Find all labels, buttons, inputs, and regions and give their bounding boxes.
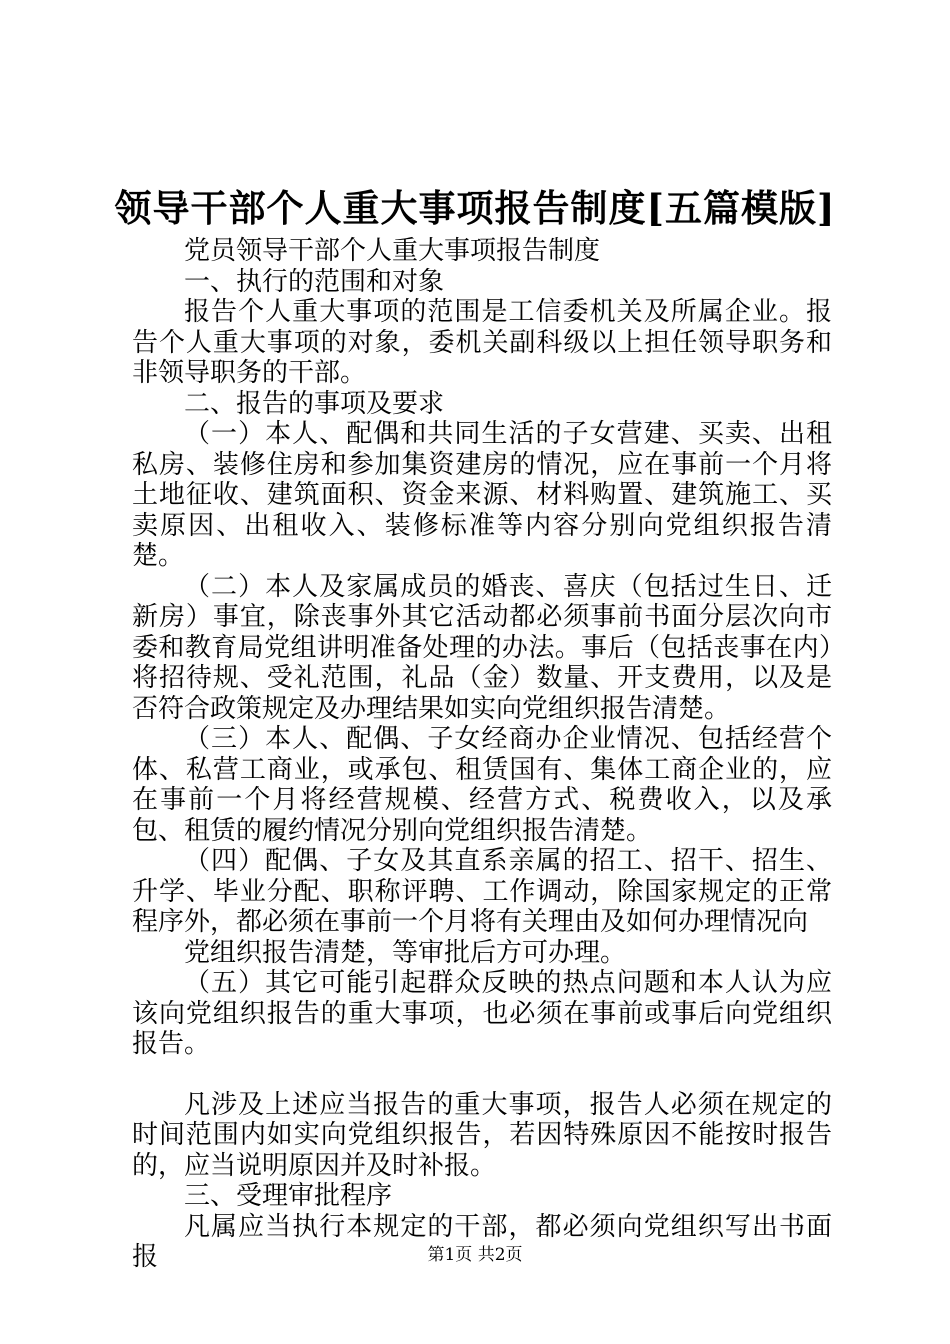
paragraph-item-4-continued: 党组织报告清楚，等审批后方可办理。 <box>184 937 627 968</box>
paragraph: 报告个人重大事项的范围是工信委机关及所属企业。报告个人重大事项的对象，委机关副科级以上担任领导职务和非领导职务的干部。 <box>132 297 832 388</box>
section-heading-3: 三、受理审批程序 <box>184 1181 393 1211</box>
paragraph-heading: 党员领导干部个人重大事项报告制度 <box>184 236 601 266</box>
section-heading-2: 二、报告的事项及要求 <box>184 388 445 419</box>
paragraph: 凡属应当执行本规定的干部，都必须向党组织写出书面报 <box>132 1211 832 1272</box>
document-body <box>132 236 832 1273</box>
page-footer: 第1页 共2页 <box>427 1245 523 1265</box>
paragraph-item-5: （五）其它可能引起群众反映的热点问题和本人认为应该向党组织报告的重大事项，也必须在事前或事后向党组织报告。 <box>132 968 832 1059</box>
section-heading-1: 一、执行的范围和对象 <box>184 266 445 297</box>
paragraph-item-2: （二）本人及家属成员的婚丧、喜庆（包括过生日、迁新房）事宜，除丧事外其它活动都必须事前书面分层次向市委和教育局党组讲明准备处理的办法。事后（包括丧事在内）将招待规、受礼范围，礼品（金）数量、开支费用，以及是否符合政策规定及办理结果如实向党组织报告清楚。 <box>132 571 832 724</box>
paragraph: 凡涉及上述应当报告的重大事项，报告人必须在规定的时间范围内如实向党组织报告，若因特殊原因不能按时报告的，应当说明原因并及时补报。 <box>132 1089 832 1181</box>
document-title: 领导干部个人重大事项报告制度[五篇模版] <box>114 186 836 230</box>
paragraph-item-3: （三）本人、配偶、子女经商办企业情况、包括经营个体、私营工商业，或承包、租赁国有、集体工商企业的，应在事前一个月将经营规模、经营方式、税费收入，以及承包、租赁的履约情况分别向党组织报告清楚。 <box>132 724 832 846</box>
paragraph-item-4: （四）配偶、子女及其直系亲属的招工、招干、招生、升学、毕业分配、职称评聘、工作调动，除国家规定的正常程序外，都必须在事前一个月将有关理由及如何办理情况向 <box>132 846 832 937</box>
paragraph-item-1: （一）本人、配偶和共同生活的子女营建、买卖、出租私房、装修住房和参加集资建房的情况，应在事前一个月将土地征收、建筑面积、资金来源、材料购置、建筑施工、买卖原因、出租收入、装修标准等内容分别向党组织报告清楚。 <box>132 419 832 571</box>
